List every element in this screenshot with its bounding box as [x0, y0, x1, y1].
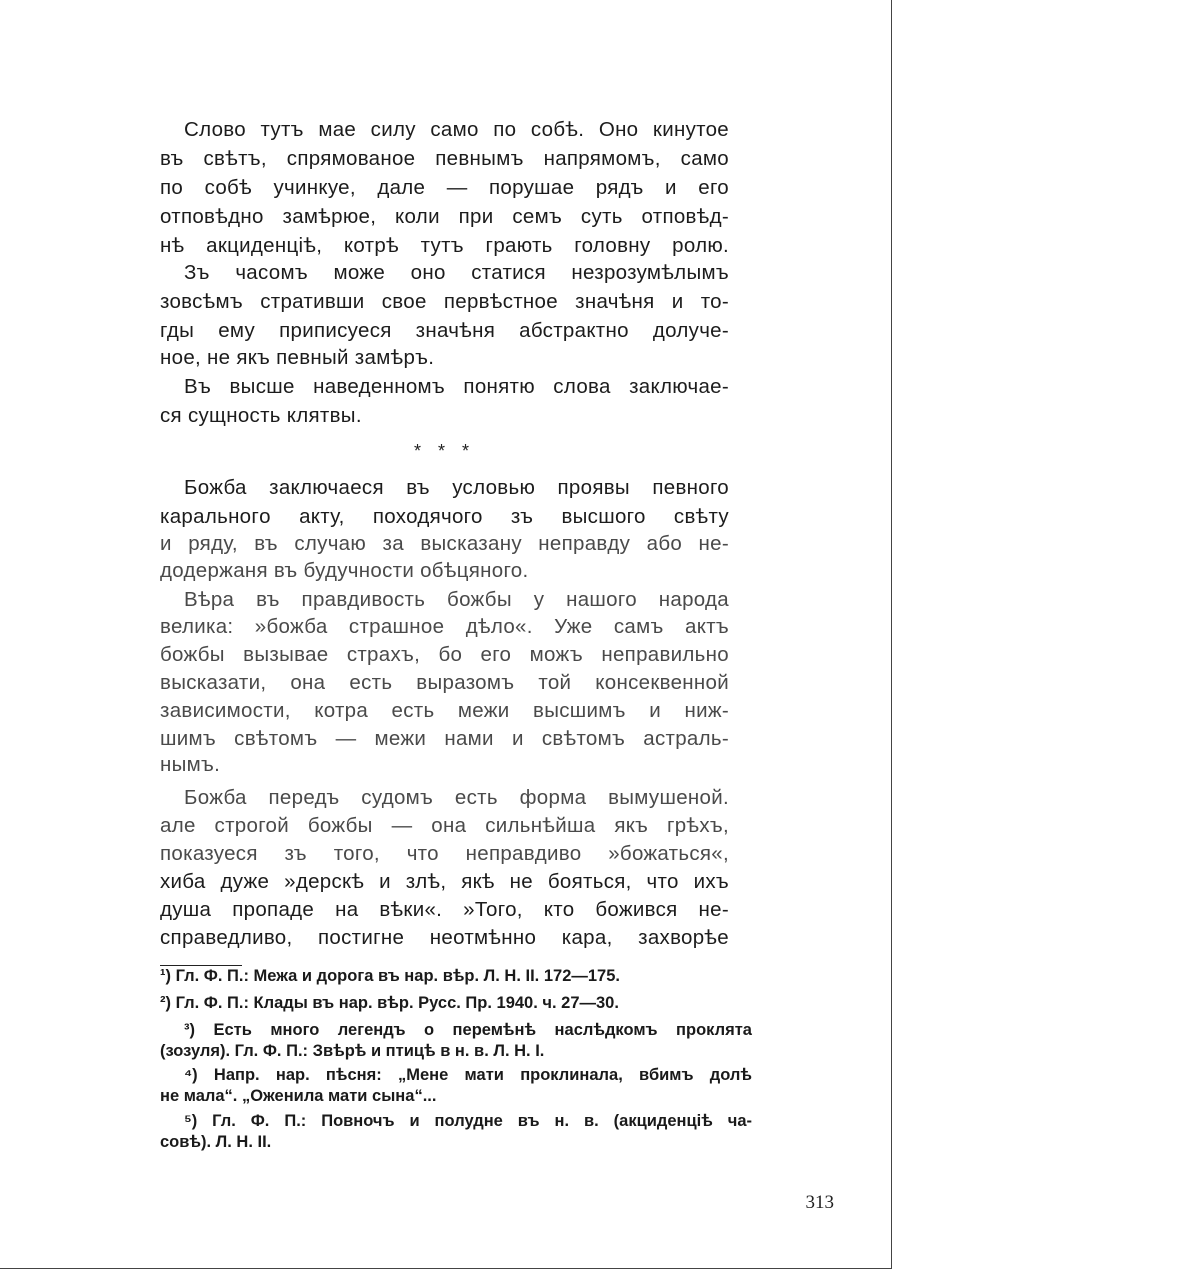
text-line: нымъ. — [160, 753, 221, 776]
text-line: зовсѣмъ стративши свое первѣстное значѣня и то- — [160, 290, 729, 313]
text-line: высказати, она есть выразомъ той консеквенной — [160, 671, 729, 694]
footnote-2: ²) Гл. Ф. П.: Клады въ нар. вѣр. Русс. Пр. 1940. ч. 27—30. — [160, 994, 619, 1012]
text-line: Божба заключаеся въ условью проявы певного — [184, 476, 729, 499]
footnote-4-line-2: не мала“. „Оженила мати сына“... — [160, 1087, 437, 1105]
text-line: зависимости, котра есть межи высшимъ и ниж- — [160, 699, 729, 722]
page-number: 313 — [805, 1192, 834, 1213]
text-line: душа пропаде на вѣки«. »Того, кто божився не- — [160, 898, 729, 921]
text-line: гды ему приписуеся значѣня абстрактно долуче- — [160, 319, 729, 342]
text-line: Вѣра въ правдивость божбы у нашого народа — [184, 588, 729, 611]
section-separator: * * * — [413, 441, 476, 461]
text-line: ное, не якъ певный замѣръ. — [160, 346, 435, 369]
footnote-3-line-1: ³) Есть много легендъ о перемѣнѣ наслѣдкомъ проклята — [184, 1021, 752, 1039]
text-line: каральногo акту, походячого зъ высшого свѣту — [160, 505, 729, 528]
text-line: божбы вызывае страхъ, бо его можъ неправильно — [160, 643, 729, 666]
footnote-5-line-1: ⁵) Гл. Ф. П.: Повночъ и полудне въ н. в. (акциденцiѣ ча- — [184, 1112, 752, 1130]
text-line: справедливо, постигне неотмѣнно кара, захворѣе — [160, 926, 729, 949]
text-line: Зъ часомъ може оно статися незрозумѣлымъ — [184, 261, 729, 284]
text-line: въ свѣтъ, спрямованое певнымъ напрямомъ, само — [160, 147, 729, 170]
footnote-divider — [160, 965, 242, 966]
text-line: показуеся зъ того, что неправдиво »божаться«, — [160, 842, 729, 865]
text-line: ся сущность клятвы. — [160, 404, 362, 427]
text-line: додержаня въ будучности обѣцяного. — [160, 559, 529, 582]
text-line: отповѣдно замѣрюе, коли при семъ суть отповѣд- — [160, 205, 729, 228]
text-line: хиба дуже »дерскѣ и злѣ, якѣ не бояться, что ихъ — [160, 870, 729, 893]
footnote-3-line-2: (зозуля). Гл. Ф. П.: Звѣрѣ и птицѣ в н. в. Л. Н. I. — [160, 1042, 545, 1060]
text-line: велика: »божба страшное дѣло«. Уже самъ актъ — [160, 615, 729, 638]
text-line: шимъ свѣтомъ — межи нами и свѣтомъ астраль- — [160, 727, 729, 750]
footnote-4-line-1: ⁴) Напр. нар. пѣсня: „Мене мати проклинала, вбимъ долѣ — [184, 1066, 752, 1084]
text-line: нѣ акциденцiѣ, котрѣ тутъ грають головну ролю. — [160, 234, 729, 257]
text-line: Божба передъ судомъ есть форма вымушеной. — [184, 786, 729, 809]
text-line: по собѣ учинкуе, дале — порушае рядъ и его — [160, 176, 729, 199]
footnote-5-line-2: совѣ). Л. Н. II. — [160, 1133, 272, 1151]
text-line: и ряду, въ случаю за высказану неправду або не- — [160, 532, 729, 555]
text-line: Въ высше наведенномъ понятю слова заключае- — [184, 375, 729, 398]
text-line: але строгой божбы — она сильнѣйша якъ грѣхъ, — [160, 814, 729, 837]
footnote-1: ¹) Гл. Ф. П.: Межа и дорога въ нар. вѣр. Л. Н. II. 172—175. — [160, 967, 620, 985]
text-line: Слово тутъ мае силу само по собѣ. Оно кинутое — [184, 118, 729, 141]
